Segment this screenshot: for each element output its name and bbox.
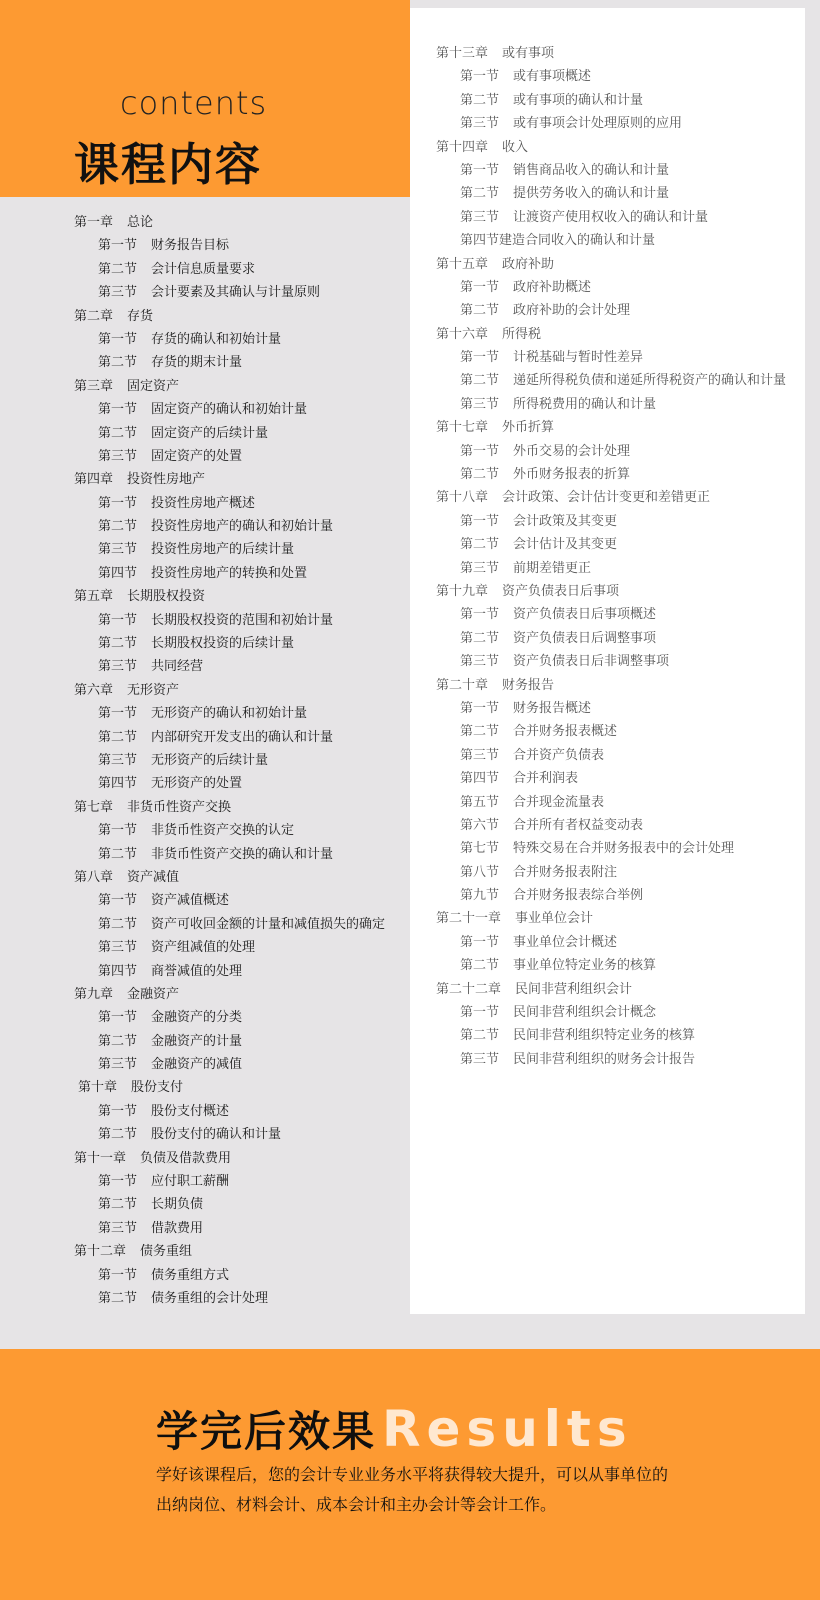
toc-title: 或有事项 [502,46,555,61]
toc-title: 长期股权投资的后续计量 [151,636,295,652]
toc-number: 第五节 [460,794,500,810]
toc-title: 投资性房地产 [127,472,206,488]
toc-number: 第三节 [460,654,500,670]
toc-number: 第六章 [74,682,114,698]
toc-number: 第二章 [74,308,114,324]
toc-section [74,609,385,632]
toc-chapter [74,468,385,491]
toc-title: 投资性房地产的后续计量 [151,542,295,558]
toc-number: 第一节 [460,279,500,295]
toc-title: 收入 [502,139,529,155]
toc-title: 会计要素及其确认与计量原则 [151,285,321,301]
toc-number: 第十五章 [436,256,489,272]
toc-chapter [436,42,786,65]
toc-number: 第二节 [460,467,500,483]
toc-section [436,767,786,790]
toc-title: 存货的期末计量 [151,355,243,371]
toc-number: 第二节 [98,1033,138,1049]
toc-title: 固定资产的确认和初始计量 [151,402,308,418]
toc-section [436,112,786,135]
toc-number: 第七节 [460,841,500,857]
toc-number: 第二十二章 [436,981,502,997]
toc-number: 第二节 [460,186,500,202]
toc-number: 第二节 [460,630,500,646]
toc-section [74,1193,385,1216]
toc-section [436,393,786,416]
toc-section [74,258,385,281]
toc-title: 政府补助的会计处理 [513,303,631,319]
toc-title: 事业单位特定业务的核算 [513,958,657,974]
toc-title: 外币财务报表的折算 [513,467,631,483]
toc-title: 固定资产 [127,378,180,394]
toc-title: 政府补助概述 [513,279,592,295]
toc-number: 第三节 [460,1051,500,1067]
toc-section [436,744,786,767]
toc-section [436,557,786,580]
toc-number: 第三节 [98,940,138,956]
toc-number: 第十七章 [436,420,489,436]
toc-number: 第十三章 [436,46,489,61]
toc-number: 第二十一章 [436,911,502,927]
results-title [156,1399,633,1459]
toc-section [436,884,786,907]
toc-section [74,936,385,959]
toc-number: 第一节 [460,1005,500,1021]
toc-section [74,492,385,515]
toc-section [436,89,786,112]
toc-number: 第二节 [98,846,138,862]
toc-title: 长期负债 [151,1197,204,1213]
toc-number: 第三节 [460,209,500,225]
toc-number: 第三章 [74,378,114,394]
toc-section [74,1030,385,1053]
toc-title: 无形资产的确认和初始计量 [151,706,308,722]
toc-section [436,1024,786,1047]
toc-title: 股份支付 [131,1080,184,1096]
toc-number: 第二节 [98,519,138,535]
toc-number: 第五章 [74,589,114,605]
toc-section [436,603,786,626]
toc-number: 第三节 [98,285,138,301]
toc-title: 外币交易的会计处理 [513,443,631,459]
toc-title: 固定资产的处置 [151,448,243,464]
toc-number: 第二节 [98,1127,138,1143]
toc-chapter [74,1076,385,1099]
toc-number: 第一节 [460,934,500,950]
toc-number: 第三节 [98,752,138,768]
toc-chapter [436,136,786,159]
toc-section [74,234,385,257]
toc-section [436,861,786,884]
toc-title: 让渡资产使用权收入的确认和计量 [513,209,709,225]
toc-number: 第四节 [98,565,138,581]
toc-title: 资产负债表日后事项概述 [513,607,657,623]
toc-chapter [74,375,385,398]
toc-number: 第二节 [460,303,500,319]
toc-title: 商誉减值的处理 [151,963,243,979]
toc-chapter [74,585,385,608]
toc-title: 无形资产的处置 [151,776,243,792]
toc-title: 债务重组方式 [151,1267,230,1283]
toc-section [74,749,385,772]
toc-section [74,398,385,421]
toc-section [74,1053,385,1076]
toc-chapter [436,978,786,1001]
toc-title: 所得税 [502,326,542,342]
toc-number: 第七章 [74,799,114,815]
toc-section [436,65,786,88]
contents-word: contents [120,84,268,122]
toc-number: 第一节 [98,612,138,628]
toc-title: 外币折算 [502,420,555,436]
toc-number: 第一节 [460,443,500,459]
results-section [0,1349,820,1600]
toc-title: 非货币性资产交换的认定 [151,823,295,839]
toc-title: 内部研究开发支出的确认和计量 [151,729,334,745]
toc-title: 资产负债表日后事项 [502,583,620,599]
toc-section [74,702,385,725]
toc-title: 合并财务报表综合举例 [513,888,644,904]
toc-section [74,1264,385,1287]
toc-number: 第二节 [98,636,138,652]
toc-section [436,206,786,229]
toc-number: 第四节 [98,963,138,979]
toc-number: 第三节 [98,659,138,675]
toc-number: 第一节 [98,238,138,254]
toc-section [436,463,786,486]
toc-number: 第一节 [98,1174,138,1190]
toc-number: 第四章 [74,472,114,488]
toc-number: 第一节 [98,893,138,909]
toc-section [436,720,786,743]
toc-section [74,1287,385,1310]
toc-section [436,299,786,322]
toc-number: 第三节 [460,560,500,576]
toc-section [74,1170,385,1193]
toc-section [74,1123,385,1146]
toc-title: 或有事项概述 [513,69,592,85]
toc-number: 第一节 [460,69,500,85]
toc-number: 第八节 [460,864,500,880]
toc-title: 资产可收回金额的计量和减值损失的确定 [151,916,386,932]
toc-title: 会计政策、会计估计变更和差错更正 [502,490,711,506]
toc-chapter [74,983,385,1006]
toc-title: 资产减值 [127,869,180,885]
toc-section [74,726,385,749]
results-title-cn: 学完后效果 [156,1407,377,1456]
toc-section [436,346,786,369]
toc-number: 第三节 [98,1220,138,1236]
toc-title: 特殊交易在合并财务报表中的会计处理 [513,841,735,857]
toc-title: 或有事项会计处理原则的应用 [513,116,683,132]
toc-number: 第一节 [460,513,500,529]
toc-number: 第十九章 [436,583,489,599]
toc-number: 第十二章 [74,1244,127,1260]
toc-section [436,697,786,720]
toc-number: 第十章 [78,1080,118,1096]
toc-chapter [436,323,786,346]
toc-number: 第三节 [98,1057,138,1073]
toc-title: 会计政策及其变更 [513,513,618,529]
toc-number: 第十六章 [436,326,489,342]
page-title: 课程内容 [74,138,263,191]
toc-section [74,843,385,866]
toc-number: 第一节 [98,706,138,722]
toc-number: 第一节 [460,700,500,716]
toc-section [74,422,385,445]
toc-title: 提供劳务收入的确认和计量 [513,186,670,202]
toc-section [436,276,786,299]
toc-title: 金融资产 [127,986,180,1002]
toc-number: 第十八章 [436,490,489,506]
toc-section [74,913,385,936]
toc-number: 第六节 [460,817,500,833]
toc-title: 事业单位会计概述 [513,934,618,950]
toc-title: 财务报告概述 [513,700,592,716]
toc-section [74,562,385,585]
toc-number: 第三节 [98,542,138,558]
toc-title: 金融资产的计量 [151,1033,243,1049]
toc-title: 金融资产的分类 [151,1010,243,1026]
toc-number: 第三节 [98,448,138,464]
toc-right-column [436,42,786,1071]
toc-number: 第二十章 [436,677,489,693]
toc-number: 第四节 [460,771,500,787]
toc-section [436,229,786,252]
toc-section [436,627,786,650]
toc-chapter [74,1147,385,1170]
toc-title: 资产负债表日后非调整事项 [513,654,670,670]
toc-title: 建造合同收入的确认和计量 [499,233,656,249]
toc-section [74,819,385,842]
toc-section [436,440,786,463]
toc-section [74,960,385,983]
toc-title: 资产组减值的处理 [151,940,256,956]
results-description: 学好该课程后，您的会计专业业务水平将获得较大提升，可以从事单位的出纳岗位、材料会计、成本会计和主办会计等会计工作。 [156,1465,669,1514]
toc-title: 合并财务报表概述 [513,724,618,740]
toc-title: 合并现金流量表 [513,794,605,810]
toc-section [436,791,786,814]
toc-chapter [74,305,385,328]
toc-title: 民间非营利组织会计 [515,981,633,997]
toc-number: 第一节 [98,1103,138,1119]
toc-section [74,1100,385,1123]
header-banner [0,0,410,197]
toc-number: 第二节 [460,724,500,740]
toc-title: 无形资产的后续计量 [151,752,269,768]
toc-section [436,931,786,954]
toc-number: 第一节 [98,1267,138,1283]
toc-chapter [74,866,385,889]
toc-number: 第二节 [98,916,138,932]
toc-number: 第二节 [460,373,500,389]
toc-title: 非货币性资产交换 [127,799,232,815]
toc-section [436,510,786,533]
toc-title: 投资性房地产概述 [151,495,256,511]
toc-number: 第一节 [98,331,138,347]
toc-title: 前期差错更正 [513,560,592,576]
toc-section [436,954,786,977]
toc-chapter [436,907,786,930]
toc-title: 债务重组的会计处理 [151,1290,269,1306]
toc-title: 递延所得税负债和递延所得税资产的确认和计量 [513,373,787,389]
toc-number: 第一节 [460,162,500,178]
toc-number: 第一节 [460,607,500,623]
toc-title: 负债及借款费用 [140,1150,232,1166]
toc-title: 财务报告 [502,677,555,693]
toc-title: 合并资产负债表 [513,747,605,763]
toc-title: 会计估计及其变更 [513,537,618,553]
toc-title: 所得税费用的确认和计量 [513,396,657,412]
toc-section [436,837,786,860]
toc-title: 合并财务报表附注 [513,864,618,880]
toc-title: 总论 [127,215,154,230]
toc-title: 金融资产的减值 [151,1057,243,1073]
toc-title: 会计信息质量要求 [151,261,256,277]
toc-number: 第二节 [460,958,500,974]
toc-number: 第二节 [98,425,138,441]
toc-section [74,1006,385,1029]
toc-number: 第三节 [460,747,500,763]
toc-section [436,159,786,182]
toc-title: 资产减值概述 [151,893,230,909]
toc-title: 长期股权投资的范围和初始计量 [151,612,334,628]
toc-section [74,515,385,538]
toc-number: 第一节 [98,1010,138,1026]
toc-section [74,1217,385,1240]
toc-section [74,655,385,678]
toc-section [74,351,385,374]
toc-title: 合并所有者权益变动表 [513,817,644,833]
toc-number: 第一节 [98,823,138,839]
toc-chapter [436,674,786,697]
toc-chapter [436,580,786,603]
toc-number: 第三节 [460,116,500,132]
toc-title: 资产负债表日后调整事项 [513,630,657,646]
toc-section [436,182,786,205]
toc-section [436,369,786,392]
toc-section [74,445,385,468]
toc-number: 第十一章 [74,1150,127,1166]
toc-title: 合并利润表 [513,771,579,787]
toc-title: 股份支付概述 [151,1103,230,1119]
toc-chapter [436,253,786,276]
toc-number: 第一章 [74,215,114,230]
toc-title: 债务重组 [140,1244,193,1260]
toc-number: 第十四章 [436,139,489,155]
toc-chapter [74,796,385,819]
toc-section [436,814,786,837]
toc-title: 财务报告目标 [151,238,230,254]
toc-number: 第四节 [98,776,138,792]
toc-number: 第一节 [98,402,138,418]
toc-number: 第二节 [98,261,138,277]
toc-number: 第八章 [74,869,114,885]
toc-section [74,772,385,795]
toc-title: 长期股权投资 [127,589,206,605]
toc-title: 投资性房地产的转换和处置 [151,565,308,581]
toc-title: 股份支付的确认和计量 [151,1127,282,1143]
toc-section [436,533,786,556]
toc-number: 第二节 [460,537,500,553]
toc-chapter [436,416,786,439]
toc-section [74,281,385,304]
toc-section [436,1001,786,1024]
results-title-en: Results [382,1400,633,1458]
toc-left-column [74,211,385,1310]
toc-chapter [74,679,385,702]
toc-section [74,889,385,912]
toc-title: 计税基础与暂时性差异 [513,350,644,366]
toc-title: 销售商品收入的确认和计量 [513,162,670,178]
toc-chapter [436,486,786,509]
toc-number: 第二节 [98,729,138,745]
toc-chapter [74,1240,385,1263]
toc-section [74,538,385,561]
toc-title: 民间非营利组织特定业务的核算 [513,1028,696,1044]
toc-title: 或有事项的确认和计量 [513,92,644,108]
toc-title: 共同经营 [151,659,204,675]
toc-number: 第二节 [98,1290,138,1306]
toc-chapter [74,211,385,234]
toc-section [436,650,786,673]
toc-number: 第四节 [460,233,500,249]
toc-title: 非货币性资产交换的确认和计量 [151,846,334,862]
toc-number: 第一节 [460,350,500,366]
toc-title: 存货的确认和初始计量 [151,331,282,347]
toc-title: 民间非营利组织会计概念 [513,1005,657,1021]
toc-title: 借款费用 [151,1220,204,1236]
toc-number: 第九章 [74,986,114,1002]
toc-number: 第九节 [460,888,500,904]
toc-number: 第二节 [98,355,138,371]
toc-number: 第二节 [98,1197,138,1213]
toc-section [436,1048,786,1071]
toc-section [74,328,385,351]
toc-title: 投资性房地产的确认和初始计量 [151,519,334,535]
toc-number: 第二节 [460,92,500,108]
toc-title: 事业单位会计 [515,911,594,927]
toc-number: 第二节 [460,1028,500,1044]
toc-title: 应付职工薪酬 [151,1174,230,1190]
toc-title: 政府补助 [502,256,555,272]
toc-number: 第一节 [98,495,138,511]
toc-number: 第三节 [460,396,500,412]
toc-title: 固定资产的后续计量 [151,425,269,441]
toc-title: 民间非营利组织的财务会计报告 [513,1051,696,1067]
toc-section [74,632,385,655]
toc-title: 存货 [127,308,154,324]
toc-title: 无形资产 [127,682,180,698]
